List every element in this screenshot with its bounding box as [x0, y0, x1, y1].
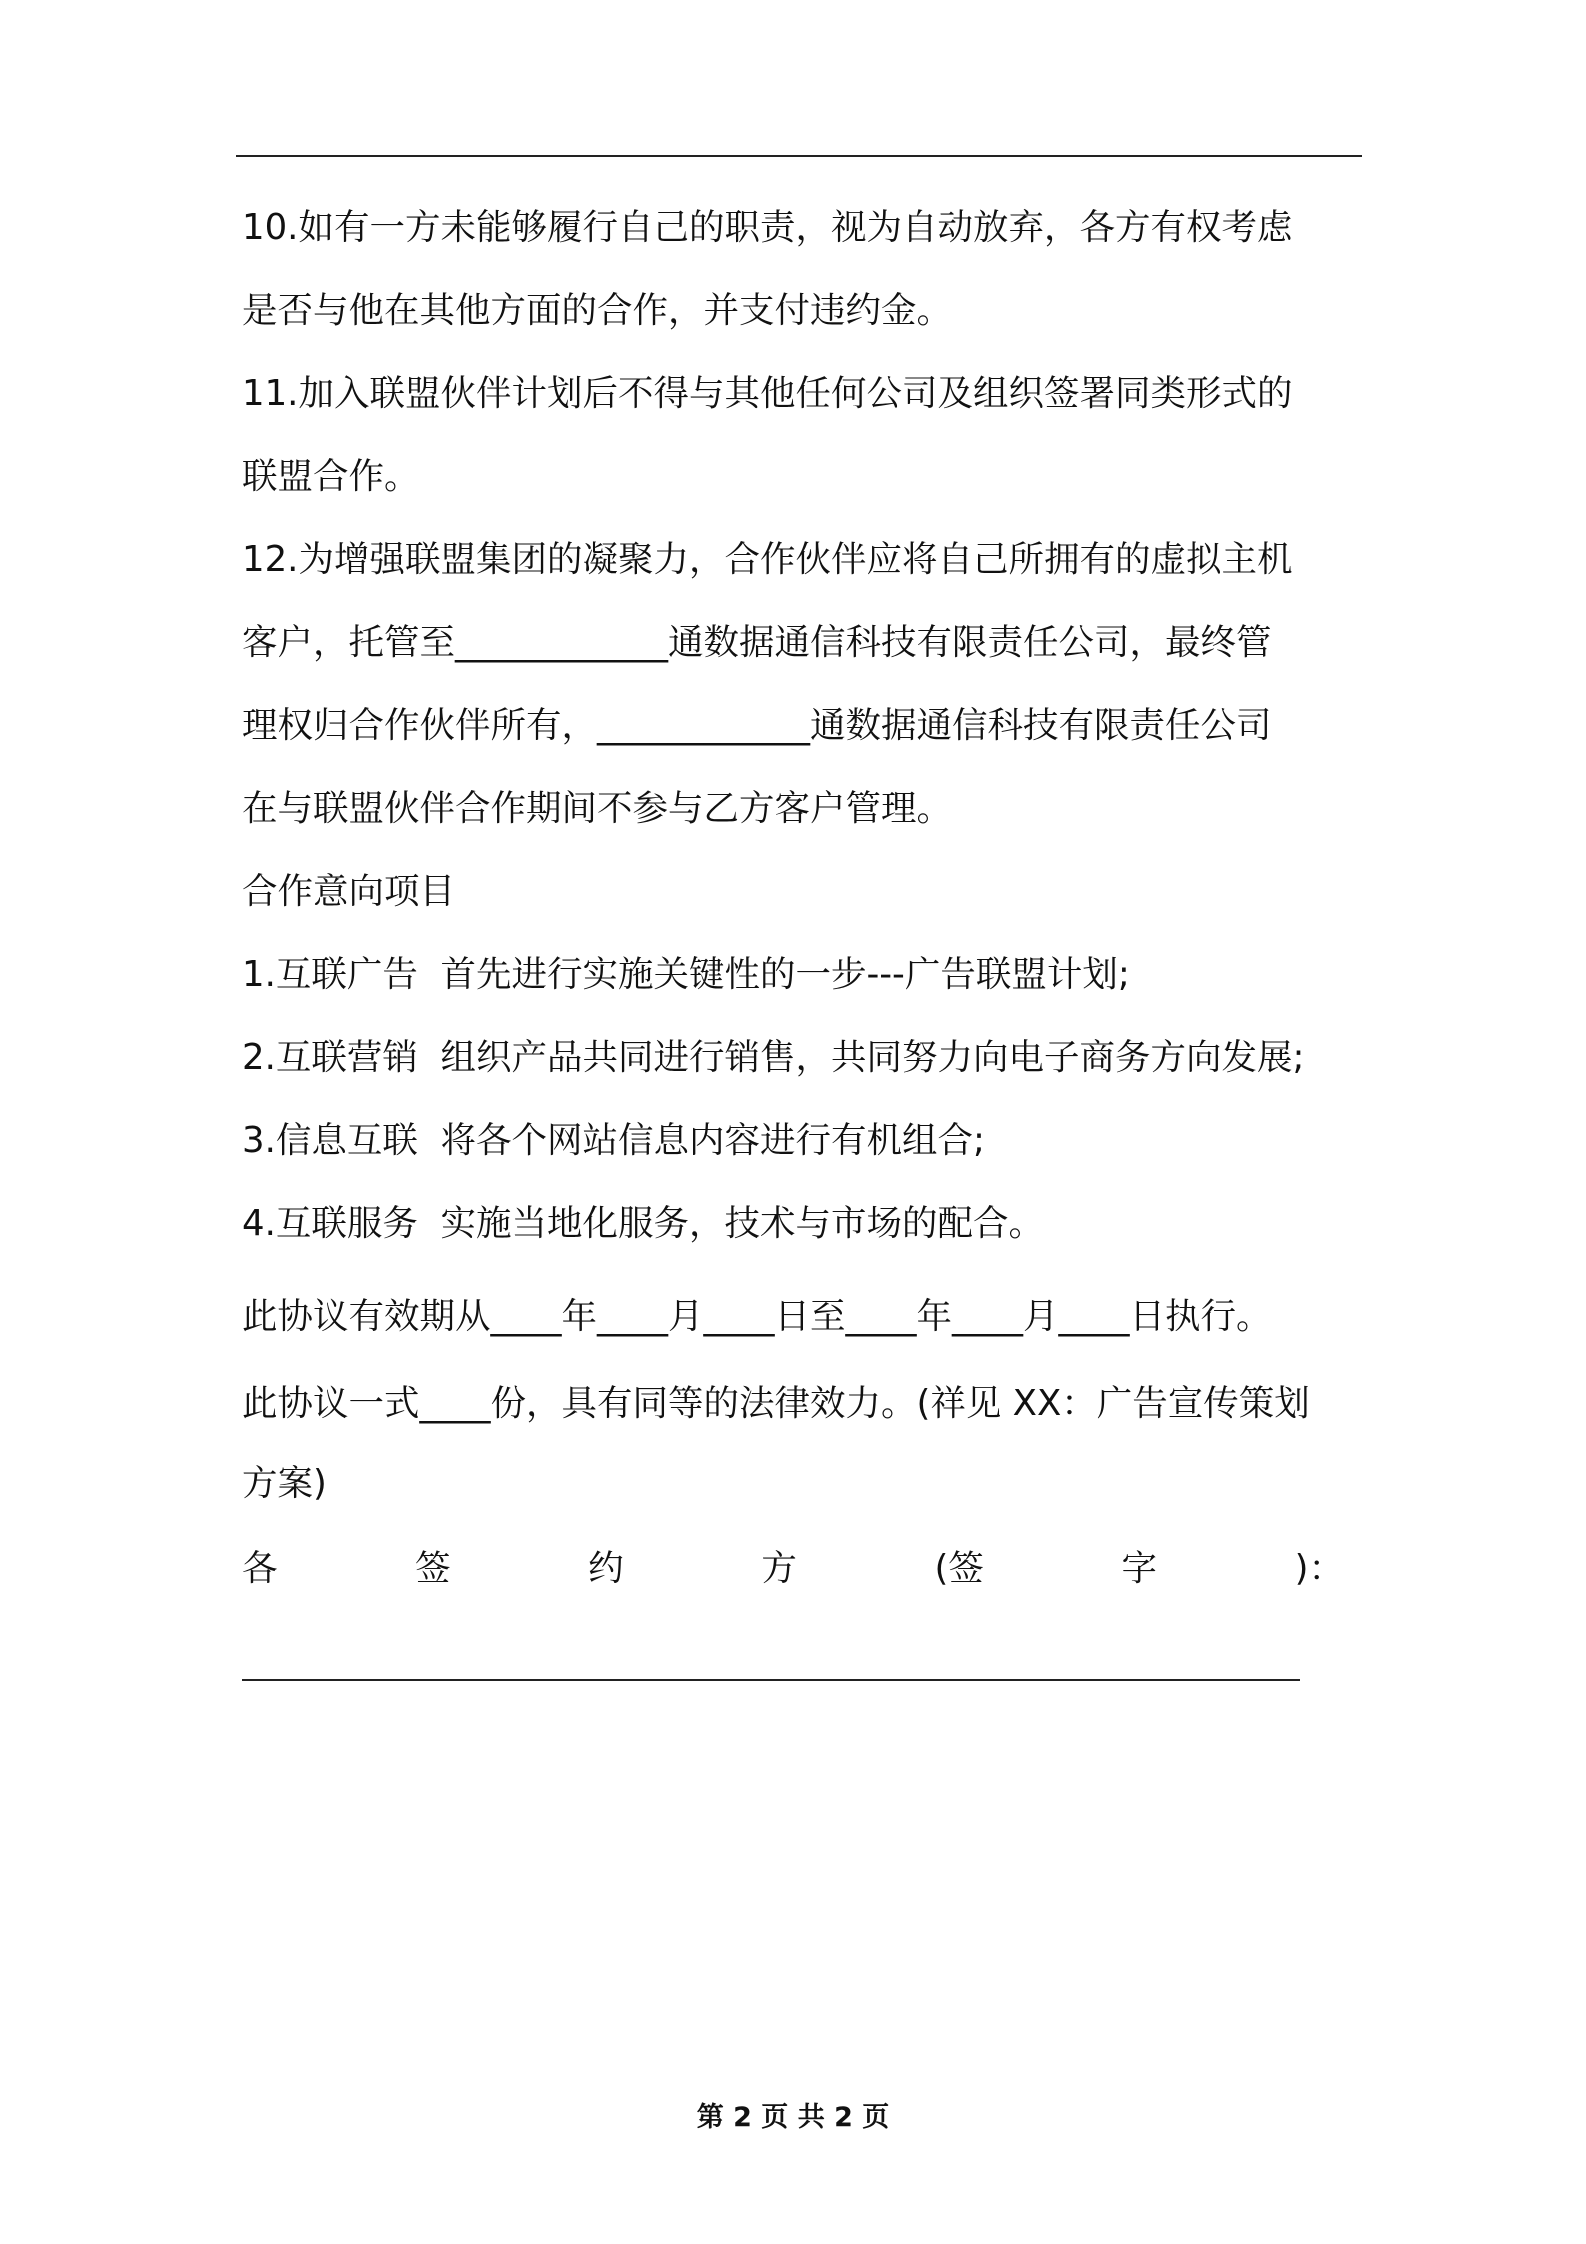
copies-line-2: 方案): [242, 1463, 327, 1504]
signature-label-char: )：: [1294, 1548, 1344, 1589]
section-heading: 合作意向项目: [242, 871, 456, 912]
clause-10-line-1: 10.如有一方未能够履行自己的职责，视为自动放弃，各方有权考虑: [242, 207, 1293, 248]
project-item-3: 3.信息互联 将各个网站信息内容进行有机组合;: [242, 1120, 985, 1161]
project-item-1: 1.互联广告 首先进行实施关键性的一步---广告联盟计划;: [242, 954, 1130, 995]
signature-label-char: 各: [242, 1548, 278, 1589]
clause-12-line-2: 客户，托管至____________通数据通信科技有限责任公司，最终管: [242, 622, 1272, 663]
clause-11-line-2: 联盟合作。: [242, 456, 420, 497]
project-item-2: 2.互联营销 组织产品共同进行销售，共同努力向电子商务方向发展;: [242, 1037, 1305, 1078]
copies-line-1: 此协议一式____份，具有同等的法律效力。(祥见 XX：广告宣传策划: [242, 1383, 1310, 1424]
clause-12-line-4: 在与联盟伙伴合作期间不参与乙方客户管理。: [242, 788, 953, 829]
signature-label-char: 方: [761, 1548, 797, 1589]
page-number: 第 2 页 共 2 页: [696, 2102, 890, 2133]
clause-12-line-1: 12.为增强联盟集团的凝聚力，合作伙伴应将自己所拥有的虚拟主机: [242, 539, 1293, 580]
header-rule: [236, 155, 1362, 157]
clause-10-line-2: 是否与他在其他方面的合作，并支付违约金。: [242, 290, 953, 331]
project-item-4: 4.互联服务 实施当地化服务，技术与市场的配合。: [242, 1203, 1044, 1244]
signature-blank-line: [242, 1679, 1300, 1681]
signature-label-char: 字: [1121, 1548, 1157, 1589]
validity-period-line: 此协议有效期从____年____月____日至____年____月____日执行。: [242, 1296, 1272, 1337]
signature-label-char: 签: [415, 1548, 451, 1589]
clause-11-line-1: 11.加入联盟伙伴计划后不得与其他任何公司及组织签署同类形式的: [242, 373, 1293, 414]
clause-12-line-3: 理权归合作伙伴所有，____________通数据通信科技有限责任公司: [242, 705, 1272, 746]
signature-label-char: 约: [588, 1548, 624, 1589]
signature-label-char: (签: [934, 1548, 984, 1589]
signature-label: [242, 1547, 1344, 1591]
